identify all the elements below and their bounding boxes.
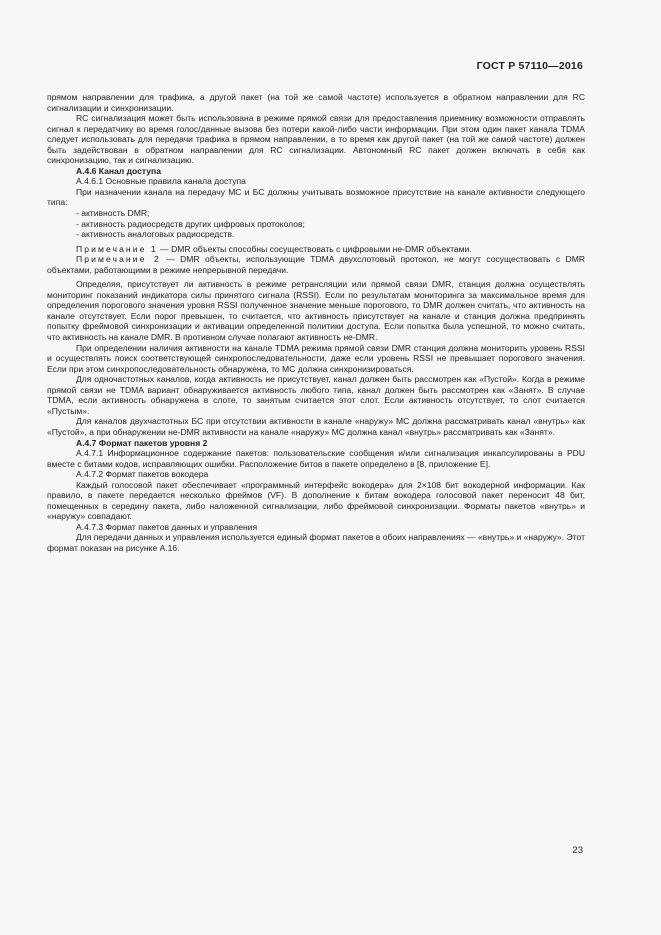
list-item: - активность радиосредств других цифровых протоколов; <box>76 218 305 229</box>
note-1 <box>47 244 585 255</box>
body-text <box>47 92 585 554</box>
note-1-text: — DMR объекты способны сосуществовать с цифровыми не-DMR объектами. <box>157 243 472 254</box>
paragraph: прямом направлении для трафика, а другой пакет (на той же самой частоте) используется в обратном направлении для RC сигнализации и синхронизации. <box>47 92 585 113</box>
paragraph: Для каналов двухчастотных БС при отсутствии активности в канале «наружу» МС должна рассматривать канал «внутрь» как «Пустой», а при обнаружении не-DMR активности на канале «наружу» МС должна канал «внутрь» рассматривать как «Занят». <box>47 416 585 437</box>
paragraph: RC сигнализация может быть использована в режиме прямой связи для предоставления приемнику возможности отправлять сигнал к передатчику во время голос/данные вызова без потери какой-либо части информации. При этом один пакет канала TDMA следует использовать для передачи трафика в прямом направлении, в то время как другой пакет (на той же самой частоте) должен быть задействован в обратном направлении для RC сигнализации. Автономный RC пакет должен включать в себя как синхронизацию, так и сигнализацию. <box>47 113 585 166</box>
paragraph: Для передачи данных и управления используется единый формат пакетов в обоих направлениях — «внутрь» и «наружу». Этот формат показан на рисунке А.16. <box>47 532 585 553</box>
paragraph: Для одночастотных каналов, когда активность не присутствует, канал должен быть рассмотрен как «Пустой». Когда в режиме прямой связи не TDMA вариант обнаруживается активность любого типа, канал должен быть рассмотрен как «Занят». В случае TDMA, если активность обнаружена в слоте, то занятым считается этот слот. Если активность отсутствует, то слот считается «Пустым». <box>47 374 585 416</box>
list-item: - активность DMR; <box>76 208 150 219</box>
note-2-text: — DMR объекты, использующие TDMA двухслотовый протокол, не могут сосуществовать с DMR объектами, работающими в режиме непрерывной передачи. <box>47 254 585 275</box>
paragraph: Определяя, присутствует ли активность в режиме ретрансляции или прямой связи DMR, станция должна осуществлять мониторинг показаний индикатора силы принятого сигнала (RSSI). Если по результатам мониторинга за максимальное время для определения порогового значения уровня RSSI полученное значение меньше порогового, то DMR должен считать, что активность на канале отсутствует. Если порог превышен, то считается, что активность присутствует на канале и станция должна предпринять попытку фреймовой синхронизации и активации определенной политики доступа. Если попытка была успешной, то можно считать, что активность на канале DMR. В противном случае полагают активность не-DMR. <box>47 279 585 343</box>
paragraph: А.4.7.1 Информационное содержание пакетов: пользовательские сообщения и/или сигнализация инкапсулированы в PDU вместе с битами кодов, исправляющих ошибки. Расположение битов в пакете определено в [8, приложение Е]. <box>47 448 585 469</box>
subsection-heading-a461: А.4.6.1 Основные правила канала доступа <box>76 176 246 187</box>
note-2-label: Примечание 2 <box>76 254 161 265</box>
subsection-heading-a472: А.4.7.2 Формат пакетов вокодера <box>76 469 209 480</box>
paragraph: При определении наличия активности на канале TDMA режима прямой связи DMR станция должна мониторить уровень RSSI и осуществлять поиск соответствующей синхропоследовательности, даже если уровень RSSI не превышает порогового значения. Если при этом синхропоследовательность обнаружена, то МС должна синхронизироваться. <box>47 342 585 374</box>
section-heading-a47: А.4.7 Формат пакетов уровня 2 <box>76 437 208 448</box>
page-number: 23 <box>572 845 583 856</box>
subsection-heading-a473: А.4.7.3 Формат пакетов данных и управления <box>76 521 258 532</box>
document-id: ГОСТ Р 57110—2016 <box>476 60 583 72</box>
note-2 <box>47 254 585 275</box>
section-heading-a46: А.4.6 Канал доступа <box>76 165 161 176</box>
note-1-label: Примечание 1 <box>76 243 158 254</box>
paragraph: Каждый голосовой пакет обеспечивает «программный интерфейс вокодера» для 2×108 бит вокодерной информации. Как правило, в пакете передается несколько фреймов (VF). В дополнение к битам вокодера голосовой пакет переносит 48 бит, помещенных в середину пакета, либо наложенной сигнализации, либо фреймовой синхронизации. Форматы пакетов «внутрь» и «наружу» совпадают. <box>47 479 585 522</box>
list-item: - активность аналоговых радиосредств. <box>76 229 235 240</box>
paragraph: При назначении канала на передачу МС и БС должны учитывать возможное присутствие на канале активности следующего типа: <box>47 186 585 208</box>
